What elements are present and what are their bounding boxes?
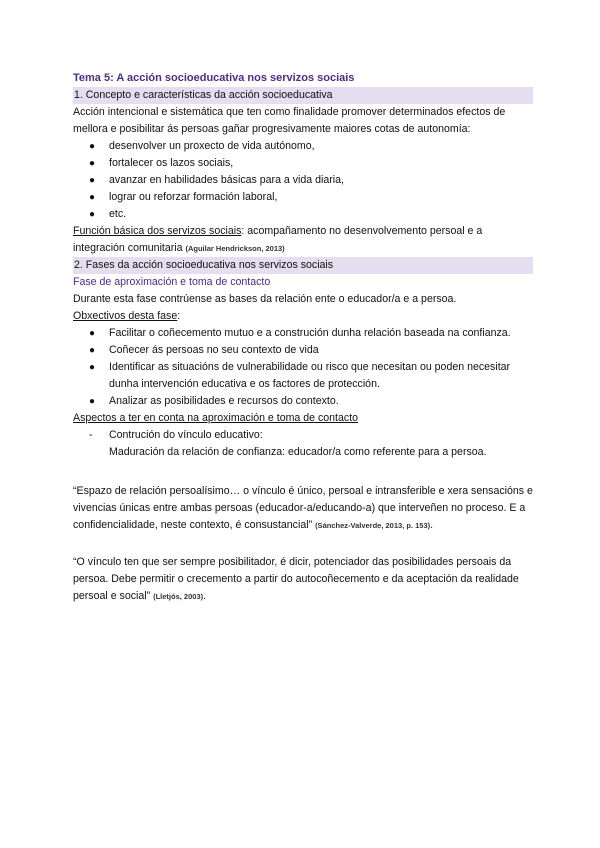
phase-intro: Durante esta fase contrúense as bases da relación ente o educador/a e a persoa. bbox=[73, 293, 457, 305]
citation: (Sánchez-Valverde, 2013, p. 153) bbox=[315, 521, 431, 530]
list-item: ● Coñecer ás persoas no seu contexto de vida bbox=[89, 342, 533, 359]
bullet-icon: ● bbox=[89, 141, 96, 152]
list-item: - Contrución do vínculo educativo: Maduración da relación de confianza: educador/a como referente para a persoa. bbox=[89, 429, 487, 458]
list-item: ● Identificar as situacións de vulnerabilidade ou risco que necesitan ou poden necesitar dunha intervención educativa e os factores de protección. bbox=[89, 361, 511, 390]
list-item: ● etc. bbox=[89, 206, 533, 223]
list-item: ● fortalecer os lazos sociais, bbox=[89, 155, 533, 172]
list-item: ● Analizar as posibilidades e recursos do contexto. bbox=[89, 393, 533, 410]
section-1-heading: 1. Concepto e características da acción socioeducativa bbox=[73, 87, 533, 104]
aspects-list bbox=[73, 427, 533, 461]
bullet-icon: ● bbox=[89, 362, 96, 373]
quote-sanchez-valverde: “Espazo de relación persoalísimo… o vínculo é único, persoal e intransferible e xera sensacións e vivencias únicas entre ambas persoas (educador-a/educando-a) que interveñen no proceso. E a confidencialidade, neste contexto, é consustancial” (Sánchez-Valverde, 2013, p. 153). bbox=[73, 485, 533, 531]
bullet-icon: ● bbox=[89, 175, 96, 186]
bullet-icon: ● bbox=[89, 396, 96, 407]
objectives-heading: Obxectivos desta fase: bbox=[73, 310, 181, 322]
list-item: ● Facilitar o coñecemento mutuo e a construción dunha relación baseada na confianza. bbox=[89, 325, 533, 342]
bullet-icon: ● bbox=[89, 209, 96, 220]
funcion-basica-text: : acompañamento no desenvolvemento persoal e a integración comunitaria bbox=[73, 225, 483, 254]
section-2-heading: 2. Fases da acción socioeducativa nos servizos sociais bbox=[73, 257, 533, 274]
quote-lletjos: “O vínculo ten que ser sempre posibilitador, é dicir, potenciador das posibilidades persoais da persoa. Debe permitir o crecemento a partir do autocoñecemento e da aceptación da realidade persoal e social” (Lletjós, 2003). bbox=[73, 556, 519, 602]
bullet-icon: ● bbox=[89, 345, 96, 356]
citation: (Lletjós, 2003) bbox=[153, 592, 204, 601]
document-content bbox=[73, 70, 533, 605]
list-item: ● desenvolver un proxecto de vida autónomo, bbox=[89, 138, 533, 155]
bullet-icon: ● bbox=[89, 192, 96, 203]
funcion-basica-label: Función básica dos servizos sociais bbox=[73, 225, 242, 237]
dash-icon: - bbox=[89, 429, 93, 441]
aspects-heading: Aspectos a ter en conta na aproximación e toma de contacto bbox=[73, 412, 359, 424]
bullet-icon: ● bbox=[89, 158, 96, 169]
citation: (Aguilar Hendrickson, 2013) bbox=[185, 244, 285, 253]
section-1-intro: Acción intencional e sistemática que ten como finalidade promover determinados efectos de mellora e posibilitar ás persoas gañar progresivamente maiores cotas de autonomía: bbox=[73, 106, 506, 135]
funcion-basica-paragraph bbox=[73, 223, 533, 257]
objectives-list bbox=[73, 325, 533, 410]
bullet-icon: ● bbox=[89, 328, 96, 339]
list-item: ● avanzar en habilidades básicas para a vida diaria, bbox=[89, 172, 533, 189]
section-1-bullet-list bbox=[73, 138, 533, 223]
list-item: ● lograr ou reforzar formación laboral, bbox=[89, 189, 533, 206]
document-title: Tema 5: A acción socioeducativa nos servizos sociais bbox=[73, 72, 355, 84]
phase-subheading: Fase de aproximación e toma de contacto bbox=[73, 276, 271, 288]
